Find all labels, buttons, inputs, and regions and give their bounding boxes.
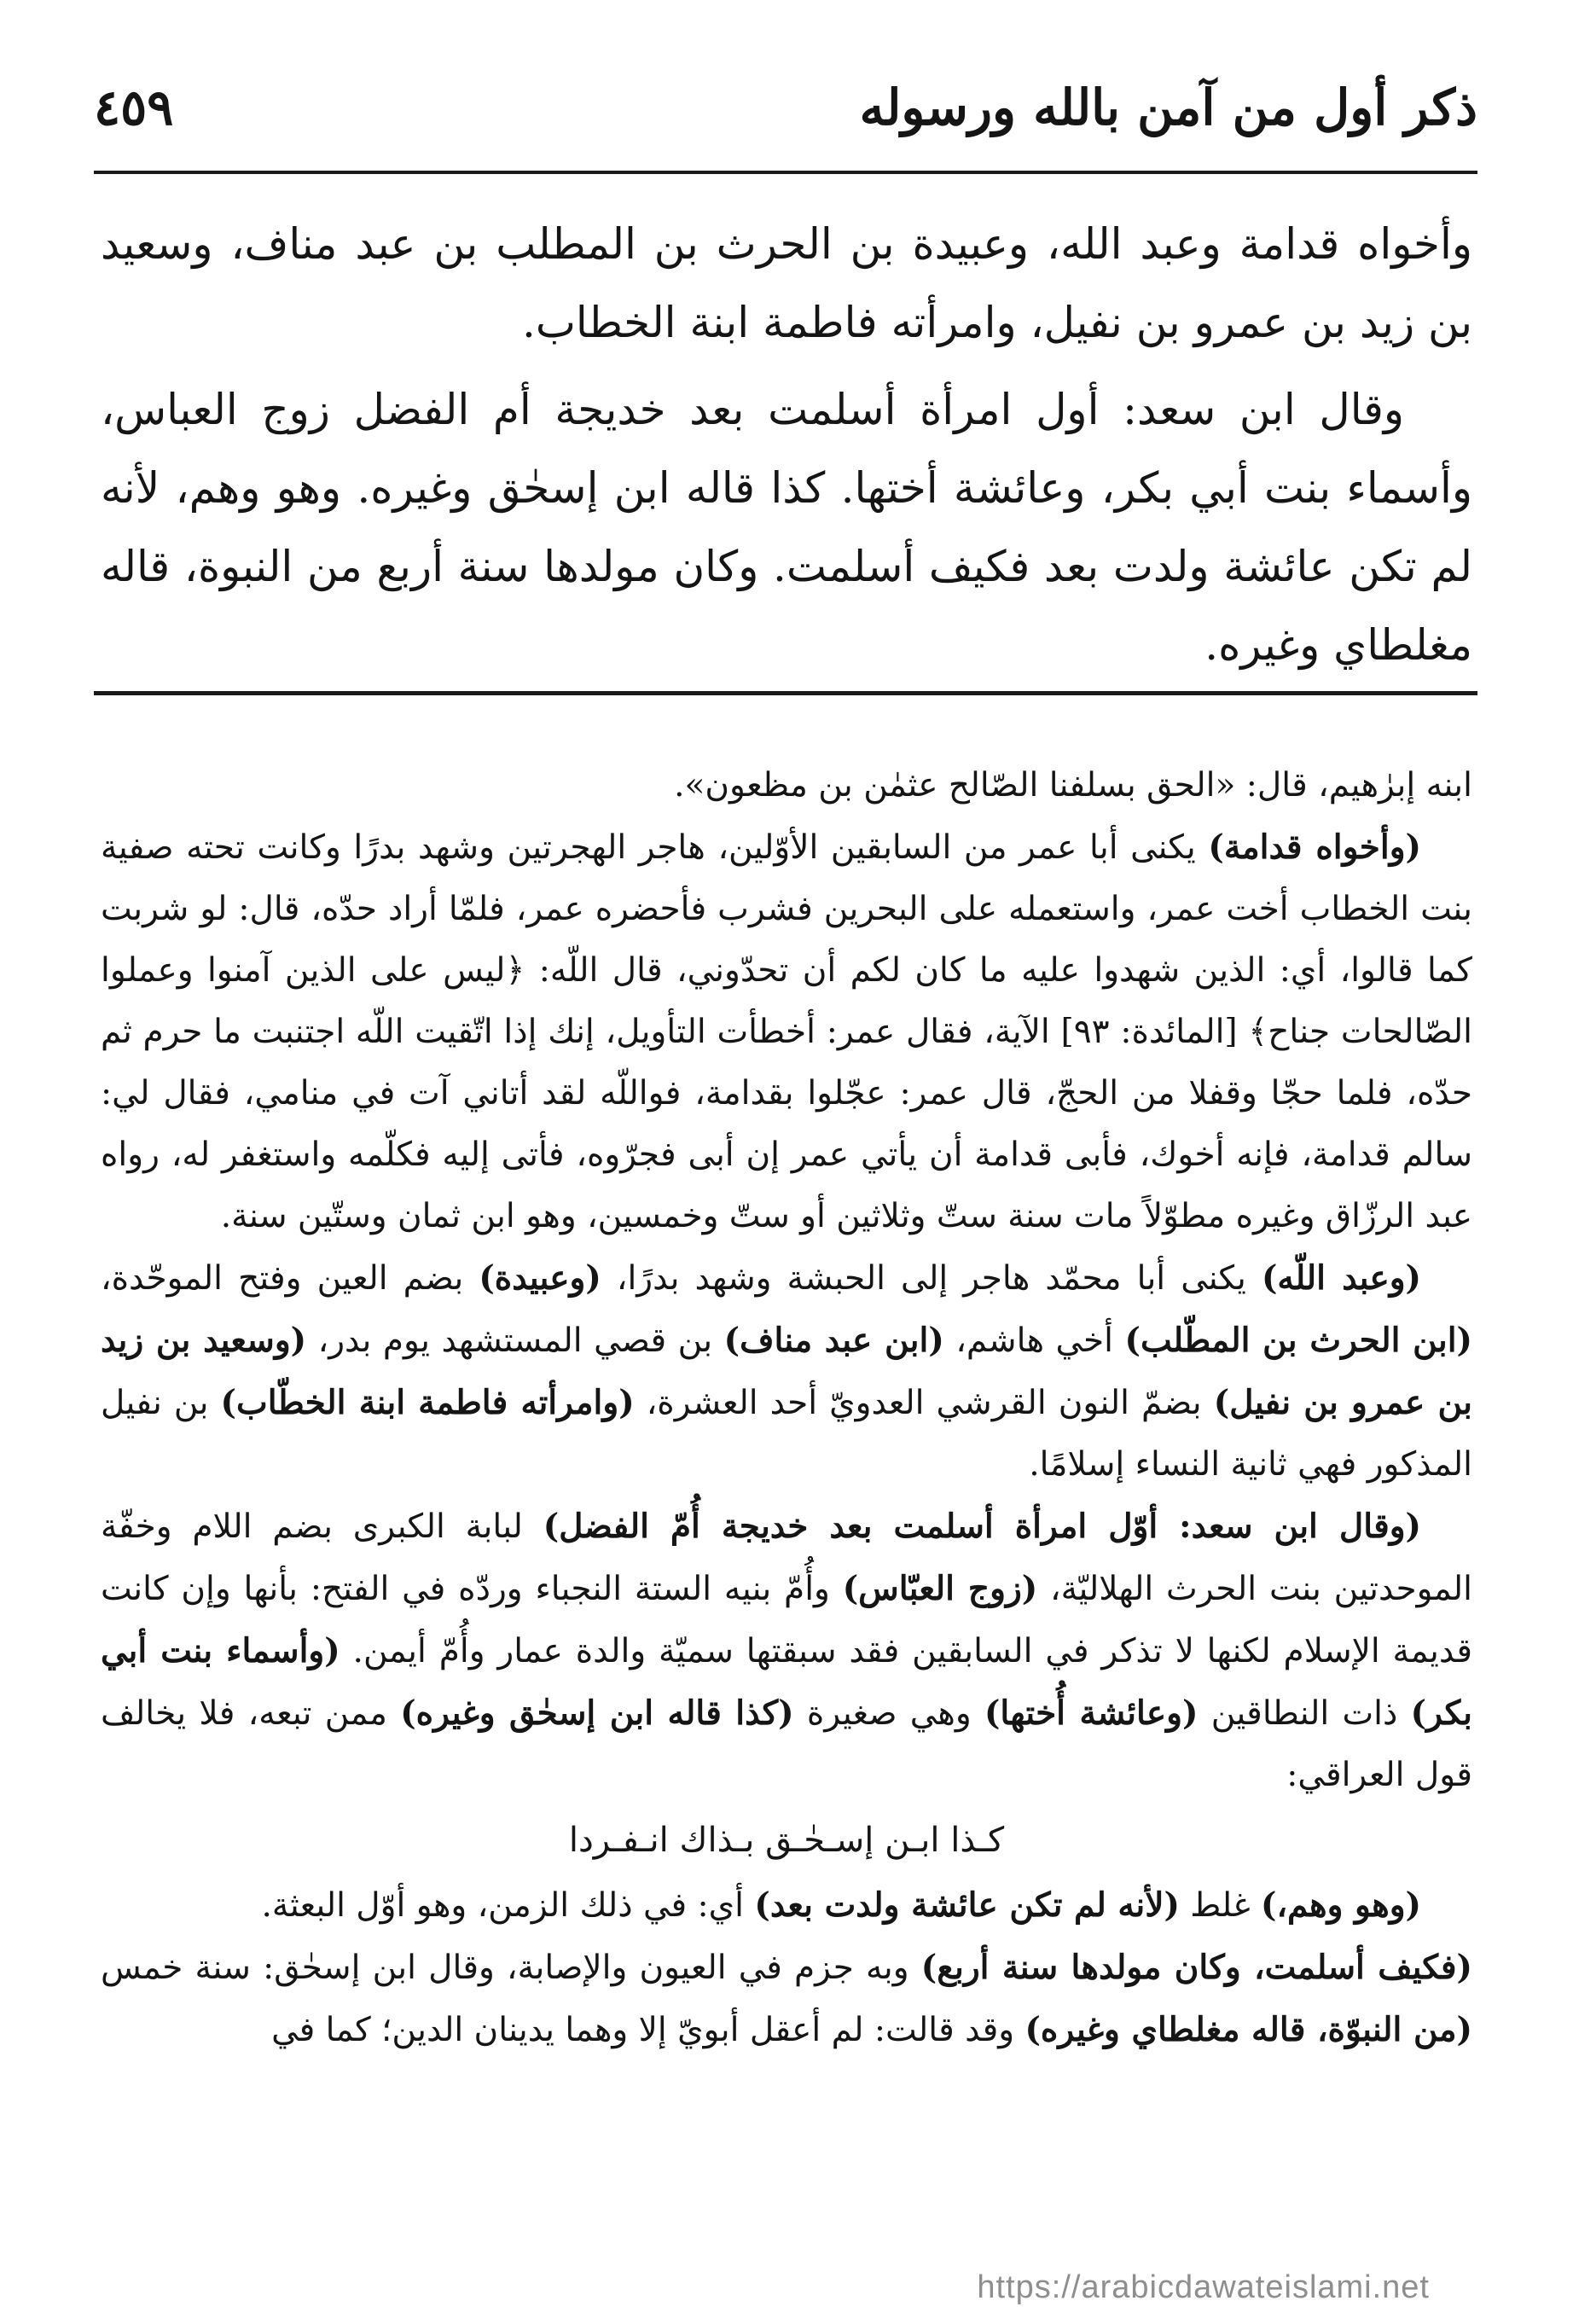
quoted-lemma: (وعائشة أُختها)	[984, 1694, 1199, 1733]
commentary-text: بضم العين وفتح الموحّدة،	[101, 1259, 479, 1298]
commentary-paragraph	[101, 1937, 1472, 2061]
commentary-text: بضمّ النون القرشي العدويّ أحد العشرة،	[634, 1384, 1214, 1422]
main-paragraph: وأخواه قدامة وعبد الله، وعبيدة بن الحرث بن المطلب بن عبد مناف، وسعيد بن زيد بن عمرو بن نفيل، وامرأته فاطمة ابنة الخطاب.	[101, 219, 1472, 347]
commentary-text: وهي صغيرة	[793, 1694, 984, 1733]
commentary-text: وبه جزم في العيون والإصابة، وقال ابن إسحٰق: سنة خمس	[101, 1949, 921, 1987]
commentary-paragraph	[101, 1874, 1472, 1937]
quoted-lemma: (من النبوّة، قاله مغلطاي وغيره)	[1024, 2010, 1472, 2049]
main-text-block	[101, 205, 1472, 693]
commentary-text: ذات النطاقين	[1198, 1694, 1411, 1733]
main-paragraph: وقال ابن سعد: أول امرأة أسلمت بعد خديجة أم الفضل زوج العباس، وأسماء بنت أبي بكر، وعائشة أختها. كذا قاله ابن إسحٰق وغيره. وهو وهم، لأنه لم تكن عائشة ولدت بعد فكيف أسلمت. وكان مولدها سنة أربع من النبوة، قاله مغلطاي وغيره.	[101, 385, 1472, 670]
quoted-lemma: (كذا قاله ابن إسحٰق وغيره)	[400, 1694, 794, 1733]
commentary-text: وقد قالت: لم أعقل أبويّ إلا وهما يدينان الدين؛ كما في	[271, 2011, 1025, 2049]
commentary-text: ممن تبعه، فلا يخالف قول العراقي:	[101, 1694, 1472, 1794]
commentary-text: وأُمّ بنيه الستة النجباء وردّه في الفتح: بأنها وإن كانت قديمة الإسلام لكنها لا تذكر في السابقين فقد سبقتها سميّة والدة عمار وأُمّ أيمن.	[101, 1570, 1472, 1670]
page-number: ٤٥٩	[94, 78, 174, 137]
quoted-lemma: (وقال ابن سعد: أوّل امرأة أسلمت بعد خديجة أُمّ الفضل)	[543, 1507, 1422, 1546]
commentary-text: يكنى أبا محمّد هاجر إلى الحبشة وشهد بدرًا،	[601, 1259, 1262, 1298]
commentary-text: أخي هاشم،	[943, 1322, 1125, 1360]
quoted-lemma: (وهو وهم،)	[1261, 1885, 1421, 1925]
commentary-text: يكنى أبا عمر من السابقين الأوّلين، هاجر الهجرتين وشهد بدرًا وكانت تحته صفية بنت الخطاب أخت عمر، واستعمله على البحرين فشرب فأحضره عمر، فلمّا أراد حدّه، قال: لو شربت كما قالوا، أي: الذين شهدوا عليه ما كان لكم أن تحدّوني، قال اللّه: ﴿ليس على الذين آمنوا وعملوا الصّالحات جناح﴾ [المائدة: ٩٣] الآية، فقال عمر: أخطأت التأويل، إنك إذا اتّقيت اللّه اجتنبت ما حرم ثم حدّه، فلما حجّا وقفلا من الحجّ، قال عمر: عجّلوا بقدامة، فواللّه لقد أتاني آت في منامي، فقال لي: سالم قدامة، فإنه أخوك، فأبى قدامة أن يأتي عمر إن أبى فجرّوه، فأتى إليه فكلّمه واستغفر له، رواه عبد الرزّاق وغيره مطوّلاً مات سنة ستّ وثلاثين أو ستّ وخمسين، وهو ابن ثمان وستّين سنة.	[101, 828, 1472, 1235]
commentary-text: لبابة الكبرى بضم اللام وخفّة الموحدتين بنت الحرث الهلاليّة،	[101, 1508, 1472, 1608]
commentary-text: بن نفيل المذكور فهي ثانية النساء إسلامًا.	[101, 1384, 1472, 1484]
quoted-lemma: (وسعيد بن زيد بن عمرو بن نفيل)	[101, 1321, 1472, 1422]
quoted-lemma: (ابن الحرث بن المطّلب)	[1124, 1321, 1473, 1360]
commentary-paragraph	[101, 1247, 1472, 1496]
commentary-text: بن قصي المستشهد يوم بدر،	[306, 1322, 724, 1360]
quoted-lemma: (لأنه لم تكن عائشة ولدت بعد)	[754, 1885, 1180, 1925]
quoted-lemma: (وأخواه قدامة)	[1208, 828, 1421, 867]
commentary-divider	[94, 691, 1477, 695]
commentary-paragraph	[101, 816, 1472, 1247]
running-title: ذكر أول من آمن بالله ورسوله	[859, 78, 1477, 137]
commentary-paragraph: ابنه إبرٰهيم، قال: «الحق بسلفنا الصّالح عثمٰن بن مظعون».	[674, 766, 1472, 805]
quoted-lemma: (فكيف أسلمت، وكان مولدها سنة أربع)	[920, 1948, 1472, 1987]
quoted-lemma: (وأسماء بنت أبي بكر)	[101, 1631, 1472, 1733]
quoted-lemma: (وامرأته فاطمة ابنة الخطّاب)	[220, 1383, 635, 1422]
poetry-verse: كـذا ابـن إسـحٰـق بـذاك انـفـردا	[568, 1821, 1005, 1860]
commentary-text: غلط	[1179, 1886, 1262, 1925]
quoted-lemma: (وعبيدة)	[479, 1258, 601, 1298]
quoted-lemma: (ابن عبد مناف)	[723, 1321, 944, 1360]
commentary-text: أي: في ذلك الزمن، وهو أوّل البعثة.	[261, 1886, 755, 1925]
running-header	[94, 70, 1477, 152]
header-divider	[94, 171, 1477, 174]
commentary-block	[101, 755, 1472, 2061]
quoted-lemma: (زوج العبّاس)	[842, 1569, 1038, 1608]
watermark-url: https://arabicdawateislami.net	[977, 2269, 1430, 2305]
commentary-paragraph	[101, 1496, 1472, 1806]
quoted-lemma: (وعبد اللّه)	[1261, 1258, 1422, 1298]
